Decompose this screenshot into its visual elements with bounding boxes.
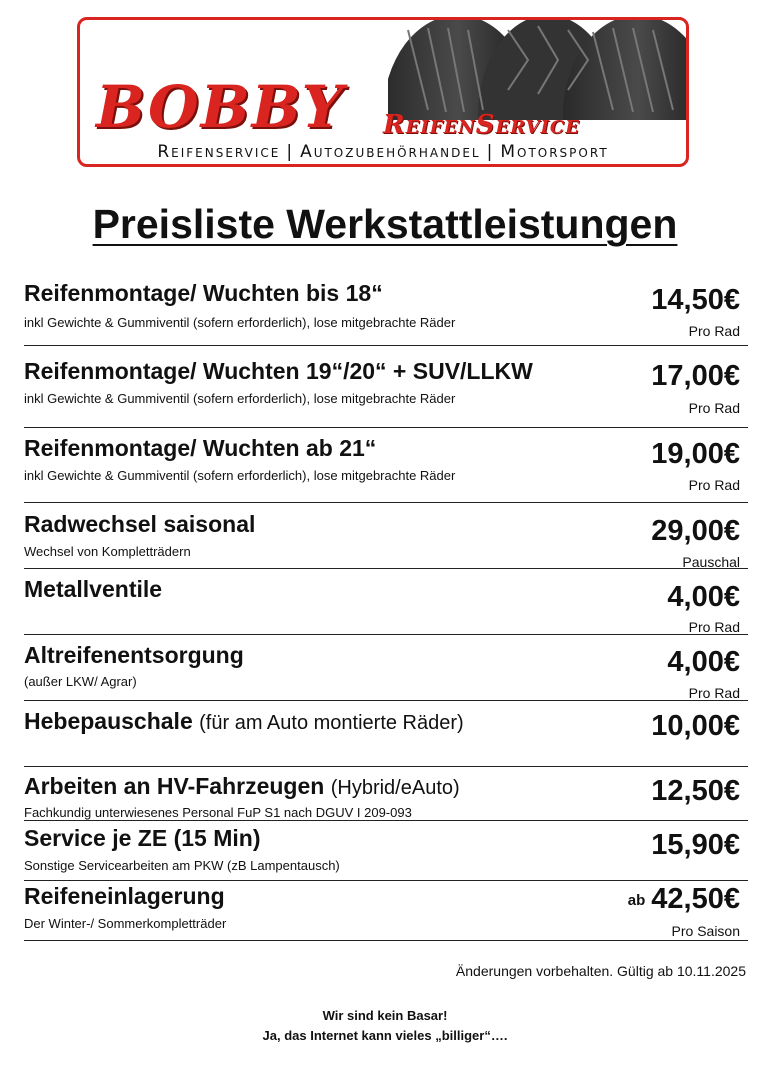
price-unit: Pro Rad	[688, 323, 740, 339]
price-item	[24, 569, 748, 635]
price-item	[24, 701, 748, 767]
service-name: Reifeneinlagerung	[24, 883, 225, 909]
brand-subtitle: ReifenService	[383, 110, 580, 140]
service-price: 19,00€	[651, 438, 740, 470]
service-price: 29,00€	[651, 515, 740, 547]
price-unit: Pro Rad	[688, 477, 740, 493]
tires-image	[388, 20, 688, 120]
service-price: 12,50€	[651, 775, 740, 807]
price-item	[24, 767, 748, 821]
tagline-item: Reifenservice	[157, 142, 281, 162]
logo-tagline: Reifenservice | Autozubehörhandel | Motorsport	[157, 142, 609, 162]
price-unit: Pro Saison	[671, 923, 740, 939]
price-item	[24, 821, 748, 881]
slogan	[0, 1006, 770, 1046]
service-price: 4,00€	[667, 646, 740, 678]
service-price: 14,50€	[651, 284, 740, 316]
price-unit: Pro Rad	[688, 685, 740, 701]
service-price: 10,00€	[651, 710, 740, 742]
company-logo	[77, 17, 689, 167]
price-unit: Pauschal	[682, 554, 740, 570]
service-description: Der Winter-/ Sommerkompletträder	[24, 916, 227, 931]
price-list	[24, 272, 748, 941]
service-description: Sonstige Servicearbeiten am PKW (zB Lampentausch)	[24, 858, 340, 873]
service-description: inkl Gewichte & Gummiventil (sofern erforderlich), lose mitgebrachte Räder	[24, 468, 456, 483]
service-name: Altreifenentsorgung	[24, 642, 244, 668]
service-description: inkl Gewichte & Gummiventil (sofern erforderlich), lose mitgebrachte Räder	[24, 315, 456, 330]
brand-name: BOBBY	[96, 73, 346, 141]
service-name: Metallventile	[24, 576, 163, 602]
service-price: 4,00€	[667, 581, 740, 613]
service-description: Wechsel von Kompletträdern	[24, 544, 191, 559]
price-item	[24, 428, 748, 503]
service-description: (außer LKW/ Agrar)	[24, 674, 137, 689]
page-title: Preisliste Werkstattleistungen	[92, 201, 678, 247]
service-note: (für am Auto montierte Räder)	[199, 712, 464, 734]
price-prefix: ab	[627, 891, 646, 909]
price-item	[24, 346, 748, 428]
service-description: inkl Gewichte & Gummiventil (sofern erforderlich), lose mitgebrachte Räder	[24, 391, 456, 406]
service-note: (Hybrid/eAuto)	[330, 777, 460, 799]
price-item	[24, 881, 748, 941]
price-item	[24, 503, 748, 569]
price-item	[24, 635, 748, 701]
service-name: Hebepauschale (für am Auto montierte Räder)	[24, 708, 464, 734]
service-name: Service je ZE (15 Min)	[24, 825, 261, 851]
price-item	[24, 272, 748, 346]
slogan-line: Ja, das Internet kann vieles „billiger“….	[262, 1028, 508, 1043]
tagline-item: Motorsport	[500, 142, 609, 162]
service-price: ab 42,50€	[627, 883, 740, 915]
price-unit: Pro Rad	[688, 400, 740, 416]
service-name: Arbeiten an HV-Fahrzeugen (Hybrid/eAuto)	[24, 773, 460, 799]
service-name: Reifenmontage/ Wuchten ab 21“	[24, 435, 377, 461]
service-name: Reifenmontage/ Wuchten bis 18“	[24, 280, 383, 306]
service-name: Radwechsel saisonal	[24, 511, 256, 537]
price-unit: Pro Rad	[688, 619, 740, 635]
service-description: Fachkundig unterwiesenes Personal FuP S1 nach DGUV I 209-093	[24, 805, 412, 820]
slogan-line: Wir sind kein Basar!	[322, 1008, 448, 1023]
service-price: 17,00€	[651, 360, 740, 392]
validity-note: Änderungen vorbehalten. Gültig ab 10.11.2025	[455, 963, 746, 979]
service-price: 15,90€	[651, 829, 740, 861]
service-name: Reifenmontage/ Wuchten 19“/20“ + SUV/LLKW	[24, 358, 533, 384]
tagline-item: Autozubehörhandel	[300, 142, 481, 162]
